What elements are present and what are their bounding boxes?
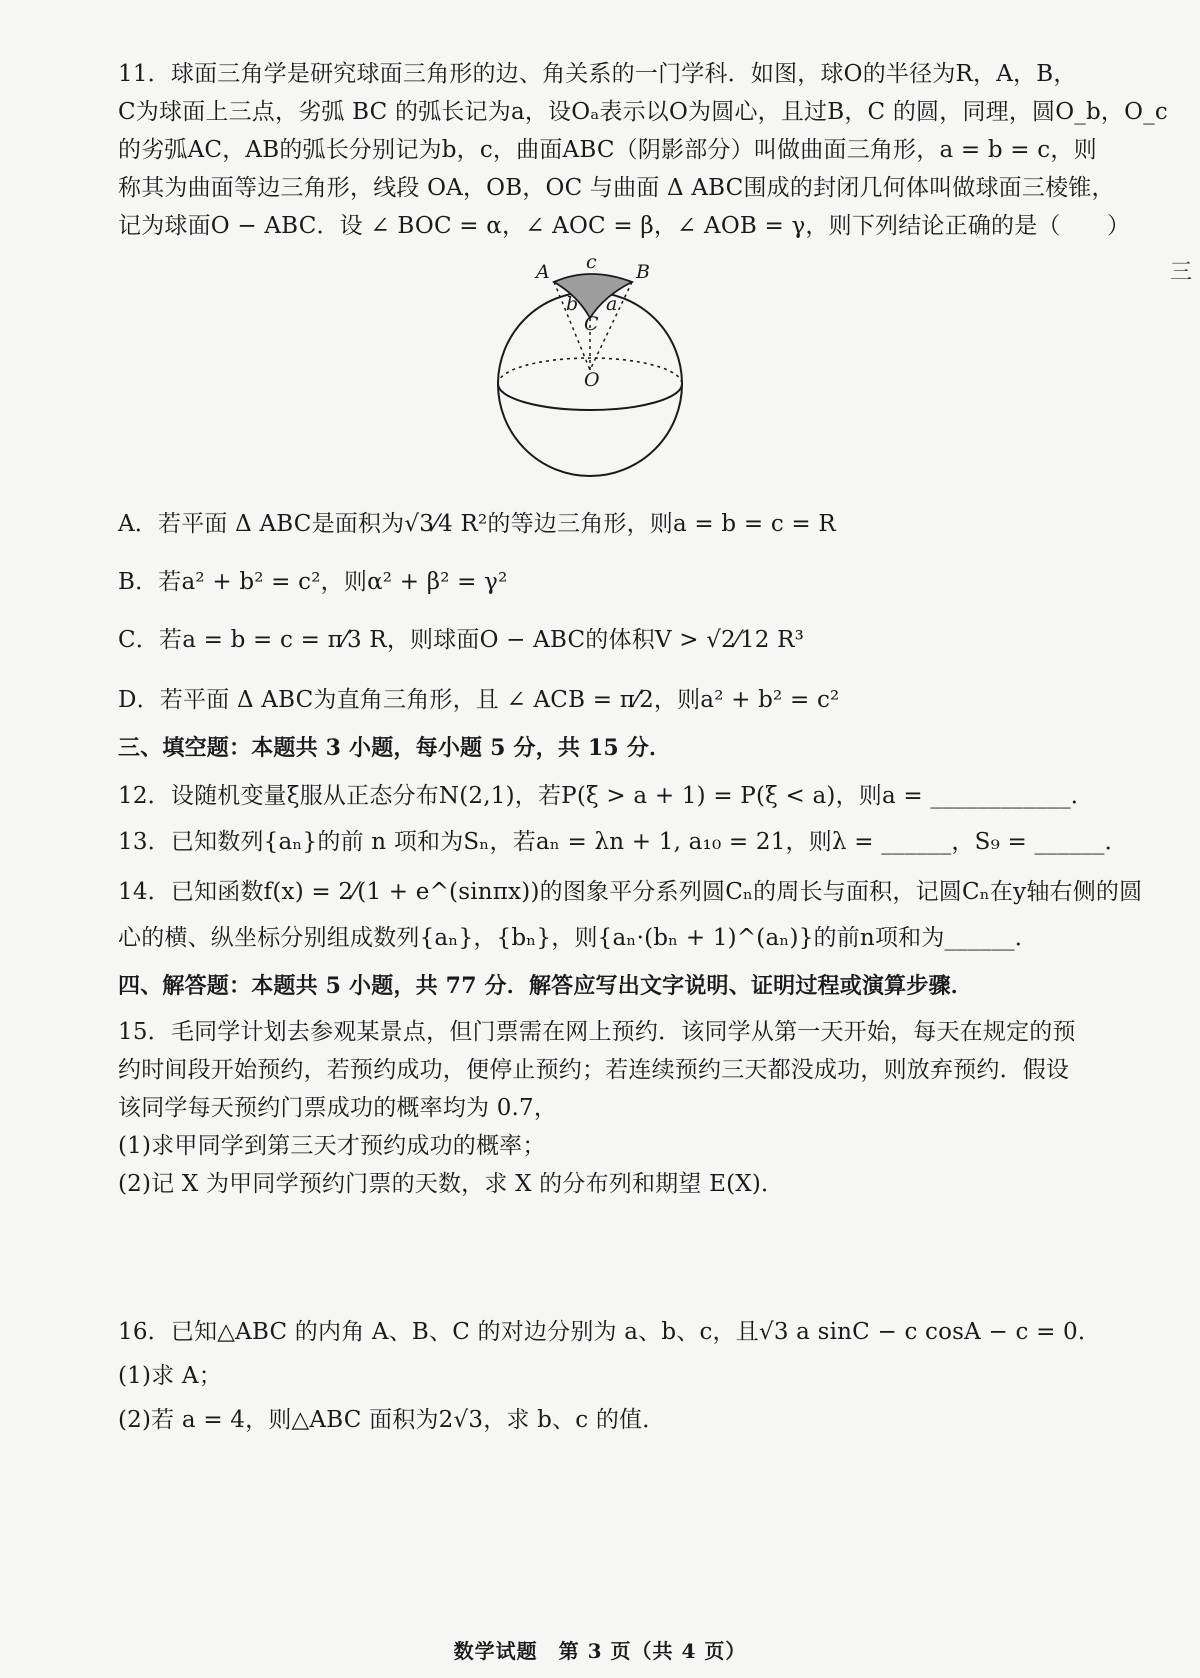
q13-text: 13．已知数列{aₙ}的前 n 项和为Sₙ，若aₙ = λn + 1, a₁₀ = 21，则λ = ______，S₉ = ______． [118, 829, 1128, 855]
q16-line-1: 16．已知△ABC 的内角 A、B、C 的对边分别为 a、b、c，且√3 a sinC − c cosA − c = 0． [118, 1319, 1102, 1345]
q15-part-2: (2)记 X 为甲同学预约门票的天数，求 X 的分布列和期望 E(X)． [118, 1171, 785, 1197]
q11-option-a: A．若平面 Δ ABC是面积为√3⁄4 R²的等边三角形，则a = b = c = R [118, 511, 836, 537]
label-b: b [566, 293, 579, 315]
q11-line-1: 11．球面三角学是研究球面三角形的边、角关系的一门学科．如图，球O的半径为R，A，B， [118, 61, 1077, 87]
q12-text: 12．设随机变量ξ服从正态分布N(2,1)，若P(ξ > a + 1) = P(ξ < a)，则a = ____________． [118, 783, 1095, 809]
section-4-heading: 四、解答题：本题共 5 小题，共 77 分．解答应写出文字说明、证明过程或演算步骤． [118, 973, 973, 999]
q14-line-1: 14．已知函数f(x) = 2⁄(1 + e^(sinπx))的图象平分系列圆Cₙ的周长与面积，记圆Cₙ在y轴右侧的圆 [118, 879, 1143, 905]
q11-line-5: 记为球面O − ABC．设 ∠ BOC = α，∠ AOC = β，∠ AOB = γ，则下列结论正确的是（ ） [118, 213, 1131, 239]
sphere-figure [470, 251, 710, 488]
q15-line-3: 该同学每天预约门票成功的概率均为 0.7， [118, 1095, 558, 1121]
section-3-heading: 三、填空题：本题共 3 小题，每小题 5 分，共 15 分． [118, 735, 672, 761]
q11-option-d: D．若平面 Δ ABC为直角三角形，且 ∠ ACB = π⁄2，则a² + b² = c² [118, 687, 840, 713]
label-B: B [636, 261, 650, 283]
page-footer: 数学试题 第 3 页（共 4 页） [453, 1639, 747, 1663]
q11-line-3: 的劣弧AC，AB的弧长分别记为b，c，曲面ABC（阴影部分）叫做曲面三角形，a = b = c，则 [118, 137, 1097, 163]
edge-mark: 三 [1169, 260, 1192, 285]
q15-part-1: (1)求甲同学到第三天才预约成功的概率； [118, 1133, 546, 1159]
q11-option-c: C．若a = b = c = π⁄3 R，则球面O − ABC的体积V > √2⁄12 R³ [118, 627, 805, 653]
q15-line-2: 约时间段开始预约，若预约成功，便停止预约；若连续预约三天都没成功，则放弃预约．假设 [118, 1057, 1070, 1083]
label-O: O [584, 369, 600, 391]
label-c: c [586, 251, 597, 273]
q11-option-b: B．若a² + b² = c²，则α² + β² = γ² [118, 569, 508, 595]
label-A: A [536, 261, 550, 283]
q16-part-1: (1)求 A； [118, 1363, 222, 1389]
q11-line-4: 称其为曲面等边三角形，线段 OA，OB，OC 与曲面 Δ ABC围成的封闭几何体叫做球面三棱锥， [118, 175, 1115, 201]
label-a: a [606, 293, 618, 315]
q14-line-2: 心的横、纵坐标分别组成数列{aₙ}，{bₙ}，则{aₙ·(bₙ + 1)^(aₙ)}的前n项和为______． [118, 925, 1038, 951]
label-C: C [584, 313, 599, 335]
q11-line-2: C为球面上三点，劣弧 BC 的弧长记为a，设Oₐ表示以O为圆心，且过B，C 的圆，同理，圆O_b，O_c [118, 99, 1168, 125]
q16-part-2: (2)若 a = 4，则△ABC 面积为2√3，求 b、c 的值． [118, 1407, 666, 1433]
q15-line-1: 15．毛同学计划去参观某景点，但门票需在网上预约．该同学从第一天开始，每天在规定的预 [118, 1019, 1076, 1045]
